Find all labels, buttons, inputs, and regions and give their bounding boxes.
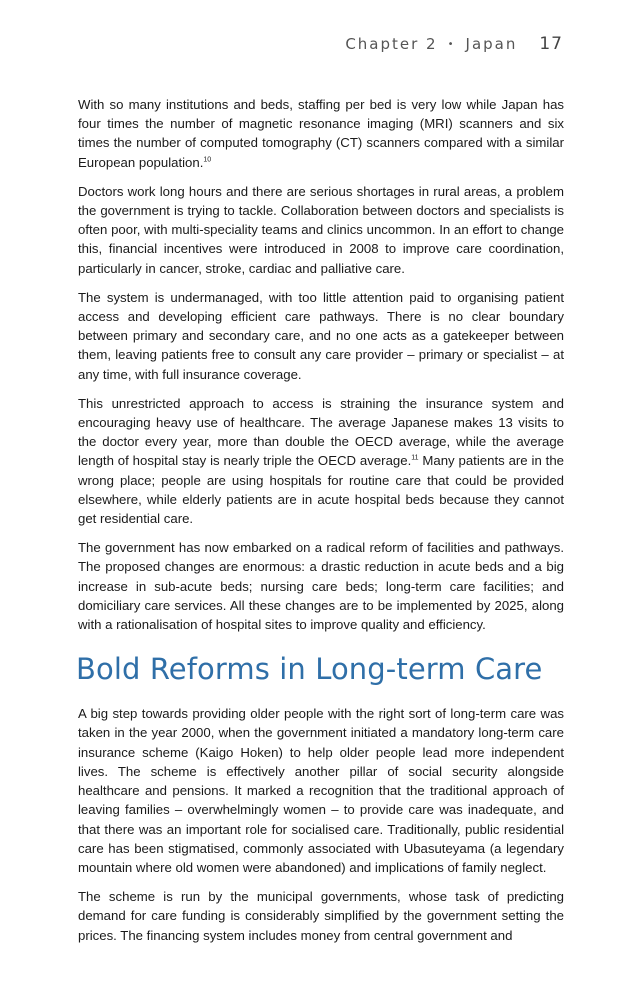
body-content (78, 95, 564, 955)
paragraph-doctors (78, 182, 564, 278)
page-number: 17 (539, 34, 563, 54)
paragraph-text: This unrestricted approach to access is straining the insurance system and encouraging heavy use of healthcare. The average Japanese makes 13 visits to the doctor every year, more than double the OECD average, while the average length of hospital stay is nearly triple the OECD average. (78, 395, 564, 469)
paragraph-municipal: The scheme is run by the municipal governments, whose task of predicting demand for care funding is considerably simplified by the government setting the prices. The financing system includes money from central government and (78, 889, 564, 943)
paragraph-text: The system is undermanaged, with too little attention paid to organising patient access and developing efficient care pathways. There is no clear boundary between primary and secondary care, and no one acts as a gatekeeper between them, leaving patients free to consult any care provider – primary or specialist – at any time, with full insurance coverage. (78, 289, 564, 382)
paragraph-long-term-care: A big step towards providing older people with the right sort of long-term care was taken in the year 2000, when the government initiated a mandatory long-term care insurance scheme (Kaigo Hoken) to help older people lead more independent lives. The scheme is effectively another pillar of social security alongside healthcare and pensions. It marked a recognition that the traditional approach of leaving families – overwhelmingly women – to provide care was inadequate, and that there was an important role for socialised care. Traditionally, public residential care has been stigmatised, commonly associated with Ubasuteyama (a legendary mountain where old women were abandoned) and implications of family neglect. (78, 706, 564, 875)
section-heading: Bold Reforms in Long-term Care (76, 652, 543, 687)
paragraph-text: Doctors work long hours and there are serious shortages in rural areas, a problem the government is trying to tackle. Collaboration between doctors and specialists is often poor, with multi-speciality teams and clinics uncommon. In an effort to change this, financial incentives were introduced in 2008 to improve care coordination, particularly in cancer, stroke, cardiac and palliative care. (78, 183, 564, 276)
bullet-separator: • (447, 39, 456, 50)
paragraph-text: With so many institutions and beds, staffing per bed is very low while Japan has four times the number of magnetic resonance imaging (MRI) scanners and six times the number of computed tomography (CT) scanners compared with a similar European population. (78, 97, 564, 170)
footnote-ref: 10 (203, 156, 212, 164)
paragraph-access (78, 394, 564, 528)
chapter-label: Chapter 2 (345, 35, 438, 53)
paragraph-undermanaged (78, 288, 564, 384)
paragraph-reform (78, 538, 564, 634)
paragraph-text-continued: Many patients are in the wrong place; people are using hospitals for routine care that could be provided elsewhere, while elderly patients are in acute hospital beds because they cannot get residential care. (78, 453, 564, 527)
paragraph-staffing (78, 95, 564, 172)
footnote-ref: 11 (411, 455, 419, 463)
country-label: Japan (465, 35, 518, 53)
running-header (345, 34, 563, 54)
paragraph-text: The government has now embarked on a radical reform of facilities and pathways. The proposed changes are enormous: a drastic reduction in acute beds and a big increase in sub-acute beds; nursing care beds; long-term care facilities; and domiciliary care services. All these changes are to be implemented by 2025, along with a rationalisation of hospital sites to improve quality and efficiency. (78, 540, 564, 633)
